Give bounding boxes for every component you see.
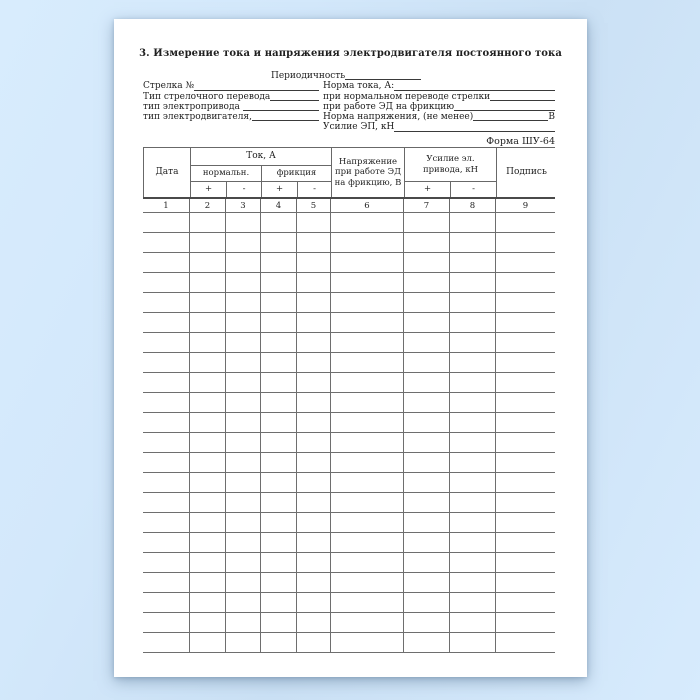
table-cell (496, 213, 555, 232)
table-cell (143, 593, 190, 612)
table-cell (404, 553, 450, 572)
table-cell (404, 613, 450, 632)
field-friction-work (323, 102, 555, 112)
table-cell (226, 333, 261, 352)
table-cell (261, 353, 297, 372)
table-cell (226, 353, 261, 372)
table-cell (297, 493, 331, 512)
table-cell (143, 333, 190, 352)
field-label: тип электропривода (143, 101, 243, 112)
table-row (143, 513, 555, 533)
header-plus: + (405, 181, 451, 197)
table-cell (261, 593, 297, 612)
table-cell (143, 293, 190, 312)
field-periodicity-label: Периодичность (271, 71, 346, 81)
field-periodicity-blank (345, 79, 421, 80)
table-cell (226, 273, 261, 292)
table-cell (226, 433, 261, 452)
table-cell (190, 313, 226, 332)
table-cell (226, 513, 261, 532)
column-number: 5 (297, 199, 331, 212)
field-blank (394, 131, 555, 132)
table-cell (297, 633, 331, 652)
table-cell (261, 373, 297, 392)
table-cell (496, 493, 555, 512)
table-row (143, 533, 555, 553)
measurement-table (143, 147, 555, 653)
table-cell (226, 573, 261, 592)
table-cell (496, 253, 555, 272)
table-cell (496, 453, 555, 472)
table-cell (496, 293, 555, 312)
table-cell (496, 533, 555, 552)
table-cell (496, 353, 555, 372)
table-cell (297, 533, 331, 552)
field-blank (243, 110, 319, 111)
table-row (143, 413, 555, 433)
field-unit-label: В (548, 112, 555, 123)
table-cell (404, 393, 450, 412)
table-cell (496, 273, 555, 292)
table-cell (404, 633, 450, 652)
table-row (143, 233, 555, 253)
form-code: Форма ШУ-64 (486, 136, 555, 147)
table-cell (226, 233, 261, 252)
table-cell (261, 273, 297, 292)
table-cell (143, 433, 190, 452)
field-blank (473, 120, 548, 121)
table-row (143, 573, 555, 593)
table-cell (450, 273, 496, 292)
table-row (143, 253, 555, 273)
table-cell (261, 233, 297, 252)
field-motor-type (143, 112, 323, 122)
header-normal: нормальн. (191, 165, 262, 181)
table-cell (226, 393, 261, 412)
header-minus: - (451, 181, 497, 197)
table-cell (450, 313, 496, 332)
table-cell (450, 253, 496, 272)
table-cell (404, 213, 450, 232)
table-cell (190, 593, 226, 612)
table-cell (297, 393, 331, 412)
table-cell (261, 393, 297, 412)
table-cell (226, 213, 261, 232)
table-cell (261, 313, 297, 332)
table-cell (190, 493, 226, 512)
field-blank (252, 120, 319, 121)
table-cell (297, 293, 331, 312)
table-cell (143, 533, 190, 552)
field-label: Стрелка № (143, 81, 195, 92)
table-cell (143, 553, 190, 572)
column-number: 8 (450, 199, 496, 212)
table-cell (226, 373, 261, 392)
table-cell (261, 213, 297, 232)
table-cell (404, 353, 450, 372)
table-row (143, 593, 555, 613)
table-cell (450, 573, 496, 592)
table-row (143, 613, 555, 633)
field-label: при работе ЭД на фрикцию (323, 101, 455, 112)
table-cell (450, 513, 496, 532)
table-cell (331, 413, 404, 432)
field-voltage-norm (323, 112, 555, 122)
table-cell (331, 633, 404, 652)
table-row (143, 433, 555, 453)
table-cell (450, 413, 496, 432)
table-cell (226, 553, 261, 572)
table-cell (297, 513, 331, 532)
table-cell (143, 273, 190, 292)
table-cell (496, 333, 555, 352)
field-normal-throw (323, 92, 555, 102)
table-cell (143, 513, 190, 532)
table-cell (143, 393, 190, 412)
table-cell (404, 233, 450, 252)
table-cell (143, 633, 190, 652)
field-empty (143, 132, 323, 133)
field-periodicity (271, 71, 421, 81)
table-cell (297, 553, 331, 572)
header-force-group: Усилие эл. привода, кН (405, 148, 497, 181)
table-cell (190, 373, 226, 392)
field-blank (394, 90, 555, 91)
table-cell (331, 493, 404, 512)
table-cell (450, 333, 496, 352)
table-cell (404, 533, 450, 552)
table-row (143, 373, 555, 393)
field-label: Норма напряжения, (не менее) (323, 112, 474, 123)
table-cell (190, 233, 226, 252)
table-cell (450, 393, 496, 412)
table-row (143, 393, 555, 413)
table-cell (143, 493, 190, 512)
table-cell (143, 313, 190, 332)
table-cell (261, 293, 297, 312)
table-cell (190, 413, 226, 432)
table-cell (450, 533, 496, 552)
table-cell (261, 533, 297, 552)
table-cell (331, 613, 404, 632)
table-cell (496, 393, 555, 412)
table-cell (496, 573, 555, 592)
table-row (143, 493, 555, 513)
table-cell (190, 393, 226, 412)
header-current-group: Ток, А (191, 148, 332, 165)
table-row (143, 333, 555, 353)
table-cell (404, 253, 450, 272)
field-row (143, 112, 555, 122)
column-number: 9 (522, 200, 529, 211)
table-cell (297, 373, 331, 392)
table-cell (143, 453, 190, 472)
table-cell (450, 453, 496, 472)
field-label: Тип стрелочного перевода (143, 91, 271, 102)
column-number: 3 (226, 199, 261, 212)
field-drive-type (143, 102, 323, 112)
field-row (143, 92, 555, 102)
header-friction: фрикция (262, 165, 332, 181)
field-row (143, 122, 555, 132)
field-current-norm (323, 81, 555, 91)
header-minus: - (227, 181, 262, 197)
field-ep-force (323, 122, 555, 132)
table-cell (261, 333, 297, 352)
table-cell (404, 433, 450, 452)
field-label: Норма тока, А: (323, 81, 395, 92)
table-cell (450, 613, 496, 632)
table-cell (331, 433, 404, 452)
table-cell (331, 573, 404, 592)
table-cell (261, 413, 297, 432)
table-row (143, 293, 555, 313)
column-number: 6 (331, 199, 404, 212)
table-cell (404, 513, 450, 532)
table-cell (261, 573, 297, 592)
table-cell (297, 313, 331, 332)
table-cell (143, 413, 190, 432)
table-cell (297, 233, 331, 252)
table-cell (190, 213, 226, 232)
table-cell (297, 253, 331, 272)
field-turnout-type (143, 92, 323, 102)
table-cell (450, 633, 496, 652)
table-cell (496, 553, 555, 572)
field-switch-number (143, 81, 323, 91)
table-cell (331, 513, 404, 532)
table-header (143, 147, 555, 197)
table-cell (226, 413, 261, 432)
table-row (143, 353, 555, 373)
table-cell (226, 533, 261, 552)
table-cell (450, 353, 496, 372)
table-cell (226, 593, 261, 612)
column-number-row (143, 197, 555, 213)
table-cell (331, 213, 404, 232)
table-cell (450, 473, 496, 492)
table-cell (143, 573, 190, 592)
field-blank (490, 100, 555, 101)
table-cell (143, 213, 190, 232)
table-cell (143, 613, 190, 632)
table-cell (297, 433, 331, 452)
table-cell (450, 293, 496, 312)
table-cell (297, 213, 331, 232)
table-cell (297, 473, 331, 492)
form-header-fields (143, 71, 555, 133)
table-cell (226, 493, 261, 512)
header-plus: + (262, 181, 298, 197)
table-cell (496, 593, 555, 612)
table-cell (226, 613, 261, 632)
table-cell (226, 453, 261, 472)
table-cell (331, 333, 404, 352)
table-cell (190, 253, 226, 272)
table-cell (190, 453, 226, 472)
table-cell (297, 273, 331, 292)
table-cell (261, 253, 297, 272)
table-cell (404, 413, 450, 432)
header-date: Дата (144, 148, 191, 197)
field-row (143, 81, 555, 91)
table-cell (450, 213, 496, 232)
table-cell (331, 473, 404, 492)
header-signature: Подпись (506, 166, 547, 177)
table-cell (331, 253, 404, 272)
table-cell (143, 233, 190, 252)
table-cell (143, 253, 190, 272)
table-cell (331, 553, 404, 572)
table-cell (297, 413, 331, 432)
table-cell (496, 313, 555, 332)
table-cell (297, 333, 331, 352)
table-cell (331, 313, 404, 332)
form-page (114, 19, 587, 677)
table-cell (297, 573, 331, 592)
table-cell (261, 453, 297, 472)
table-cell (261, 493, 297, 512)
table-cell (261, 553, 297, 572)
table-cell (297, 353, 331, 372)
table-cell (190, 433, 226, 452)
table-row (143, 633, 555, 653)
table-cell (496, 633, 555, 652)
field-blank (194, 90, 319, 91)
table-row (143, 453, 555, 473)
table-cell (190, 333, 226, 352)
table-cell (297, 453, 331, 472)
table-cell (190, 513, 226, 532)
table-cell (261, 513, 297, 532)
table-cell (143, 473, 190, 492)
table-cell (404, 573, 450, 592)
column-number: 1 (143, 199, 190, 212)
table-cell (450, 593, 496, 612)
table-cell (261, 433, 297, 452)
table-row (143, 473, 555, 493)
table-cell (404, 473, 450, 492)
table-cell (404, 333, 450, 352)
table-cell (331, 533, 404, 552)
table-cell (496, 513, 555, 532)
table-cell (190, 293, 226, 312)
table-cell (496, 413, 555, 432)
table-cell (496, 613, 555, 632)
table-cell (404, 373, 450, 392)
column-number: 4 (261, 199, 297, 212)
table-cell (261, 613, 297, 632)
table-cell (404, 453, 450, 472)
header-voltage: Напряжение при работе ЭД на фрикцию, В (332, 148, 405, 197)
column-number: 2 (190, 199, 226, 212)
table-cell (190, 633, 226, 652)
table-cell (190, 533, 226, 552)
table-cell (190, 553, 226, 572)
table-cell (261, 633, 297, 652)
table-cell (331, 593, 404, 612)
table-cell (226, 253, 261, 272)
table-row (143, 273, 555, 293)
table-cell (450, 433, 496, 452)
table-cell (261, 473, 297, 492)
table-cell (404, 493, 450, 512)
field-label: Усилие ЭП, кН (323, 122, 395, 133)
table-body (143, 213, 555, 653)
table-cell (143, 373, 190, 392)
table-cell (404, 293, 450, 312)
form-title: 3. Измерение тока и напряжения электродвигателя постоянного тока (139, 48, 562, 59)
table-cell (496, 373, 555, 392)
table-cell (226, 293, 261, 312)
table-cell (450, 493, 496, 512)
table-row (143, 553, 555, 573)
table-cell (190, 353, 226, 372)
table-cell (190, 573, 226, 592)
table-cell (226, 313, 261, 332)
table-cell (331, 393, 404, 412)
field-label: тип электродвигателя, (143, 112, 252, 123)
field-blank (270, 100, 319, 101)
table-cell (450, 553, 496, 572)
table-cell (450, 233, 496, 252)
table-cell (297, 593, 331, 612)
table-cell (143, 353, 190, 372)
table-cell (450, 373, 496, 392)
table-cell (331, 353, 404, 372)
table-cell (331, 293, 404, 312)
table-cell (496, 233, 555, 252)
table-cell (190, 273, 226, 292)
column-number: 7 (404, 199, 450, 212)
table-cell (190, 473, 226, 492)
table-cell (496, 433, 555, 452)
header-minus: - (298, 181, 332, 197)
table-cell (404, 273, 450, 292)
table-cell (404, 313, 450, 332)
table-cell (331, 273, 404, 292)
table-cell (331, 453, 404, 472)
table-cell (496, 473, 555, 492)
header-plus: + (191, 181, 227, 197)
table-row (143, 213, 555, 233)
table-cell (297, 613, 331, 632)
field-row (143, 102, 555, 112)
table-cell (331, 233, 404, 252)
table-cell (226, 473, 261, 492)
table-cell (226, 633, 261, 652)
table-row (143, 313, 555, 333)
table-cell (331, 373, 404, 392)
field-label: при нормальном переводе стрелки (323, 91, 491, 102)
table-cell (190, 613, 226, 632)
table-cell (404, 593, 450, 612)
